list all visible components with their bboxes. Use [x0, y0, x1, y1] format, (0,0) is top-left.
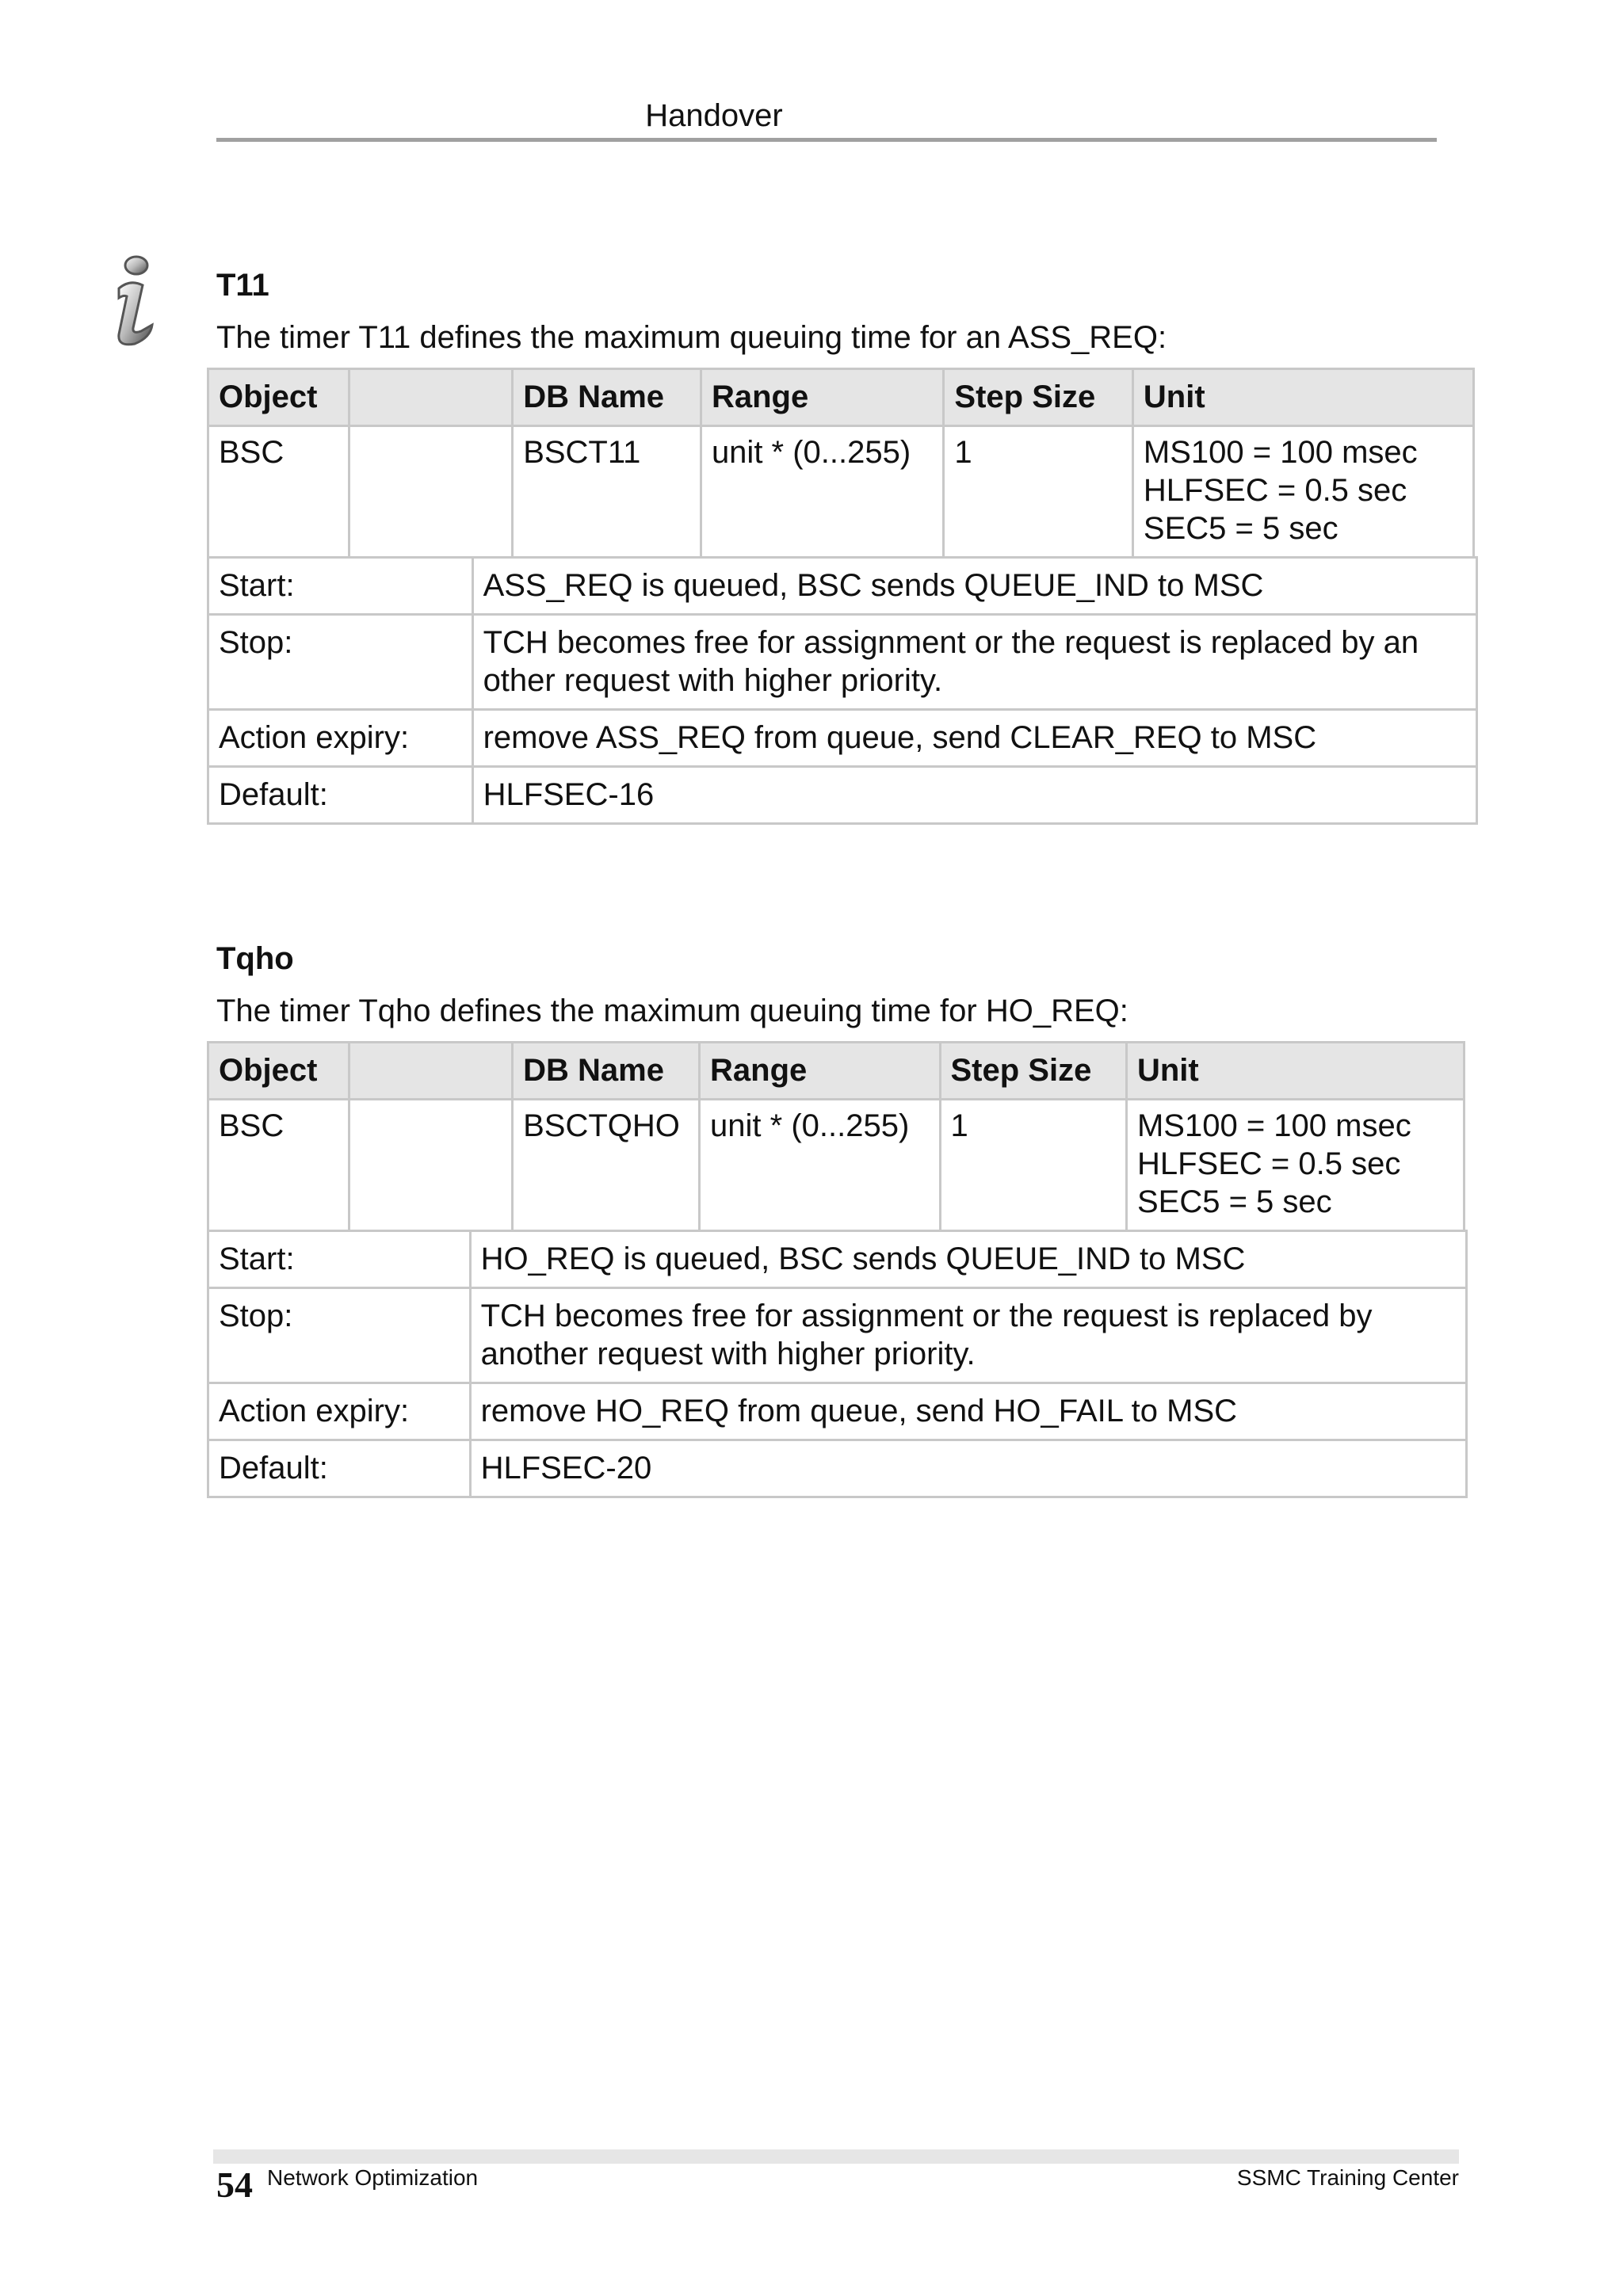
- table-row: [208, 1383, 1467, 1440]
- table-row: [208, 1231, 1467, 1288]
- column-header: Step Size: [944, 369, 1133, 426]
- page-number: 54: [216, 2164, 253, 2205]
- table-row: [208, 426, 1474, 558]
- column-header: Object: [208, 369, 349, 426]
- detail-label: Stop:: [208, 1288, 471, 1383]
- table-row: [208, 710, 1477, 767]
- footer-organization: SSMC Training Center: [1236, 2165, 1459, 2190]
- table-cell: MS100 = 100 msec HLFSEC = 0.5 sec SEC5 = 5 sec: [1126, 1100, 1464, 1231]
- detail-label: Start:: [208, 1231, 471, 1288]
- parameter-table: [207, 1041, 1465, 1232]
- page-header-title: Handover: [645, 98, 783, 133]
- table-cell: 1: [944, 426, 1133, 558]
- header-divider: [216, 138, 1437, 142]
- section-intro: The timer T11 defines the maximum queuing time for an ASS_REQ:: [216, 320, 1167, 355]
- table-row: [208, 558, 1477, 615]
- table-cell: [349, 426, 512, 558]
- detail-value: remove HO_REQ from queue, send HO_FAIL to MSC: [470, 1383, 1466, 1440]
- footer-divider: [213, 2149, 1459, 2164]
- table-row: [208, 1288, 1467, 1383]
- table-header-row: [208, 1043, 1465, 1100]
- detail-value: TCH becomes free for assignment or the request is replaced by another request with higher priority.: [470, 1288, 1466, 1383]
- section-intro: The timer Tqho defines the maximum queuing time for HO_REQ:: [216, 994, 1128, 1028]
- detail-value: TCH becomes free for assignment or the request is replaced by an other request with higher priority.: [472, 615, 1476, 710]
- detail-label: Action expiry:: [208, 710, 473, 767]
- detail-value: HO_REQ is queued, BSC sends QUEUE_IND to MSC: [470, 1231, 1466, 1288]
- table-cell: [349, 1100, 512, 1231]
- parameter-table: [207, 368, 1475, 559]
- table-cell: BSC: [208, 426, 349, 558]
- table-row: [208, 1440, 1467, 1497]
- column-header: Unit: [1126, 1043, 1464, 1100]
- table-cell: 1: [940, 1100, 1126, 1231]
- detail-label: Stop:: [208, 615, 473, 710]
- detail-label: Action expiry:: [208, 1383, 471, 1440]
- column-header: Object: [208, 1043, 349, 1100]
- timer-details-table: [207, 1230, 1468, 1498]
- detail-label: Start:: [208, 558, 473, 615]
- section-title: T11: [216, 268, 269, 303]
- detail-value: HLFSEC-16: [472, 767, 1476, 824]
- column-header: DB Name: [513, 369, 701, 426]
- table-cell: BSC: [208, 1100, 349, 1231]
- detail-value: ASS_REQ is queued, BSC sends QUEUE_IND to MSC: [472, 558, 1476, 615]
- detail-value: HLFSEC-20: [470, 1440, 1466, 1497]
- table-cell: unit * (0...255): [701, 426, 943, 558]
- table-row: [208, 767, 1477, 824]
- table-header-row: [208, 369, 1474, 426]
- detail-value: remove ASS_REQ from queue, send CLEAR_REQ to MSC: [472, 710, 1476, 767]
- column-header: Step Size: [940, 1043, 1126, 1100]
- column-header: Unit: [1132, 369, 1473, 426]
- column-header: Range: [701, 369, 943, 426]
- detail-label: Default:: [208, 1440, 471, 1497]
- detail-label: Default:: [208, 767, 473, 824]
- column-header: Range: [700, 1043, 940, 1100]
- table-cell: MS100 = 100 msec HLFSEC = 0.5 sec SEC5 = 5 sec: [1132, 426, 1473, 558]
- section-title: Tqho: [216, 941, 294, 976]
- column-header: DB Name: [513, 1043, 700, 1100]
- table-row: [208, 1100, 1465, 1231]
- table-cell: unit * (0...255): [700, 1100, 940, 1231]
- info-icon: [106, 255, 165, 349]
- column-header: [349, 1043, 512, 1100]
- timer-details-table: [207, 556, 1478, 825]
- table-row: [208, 615, 1477, 710]
- table-cell: BSCT11: [513, 426, 701, 558]
- table-cell: BSCTQHO: [513, 1100, 700, 1231]
- column-header: [349, 369, 512, 426]
- footer-document-title: Network Optimization: [267, 2165, 479, 2190]
